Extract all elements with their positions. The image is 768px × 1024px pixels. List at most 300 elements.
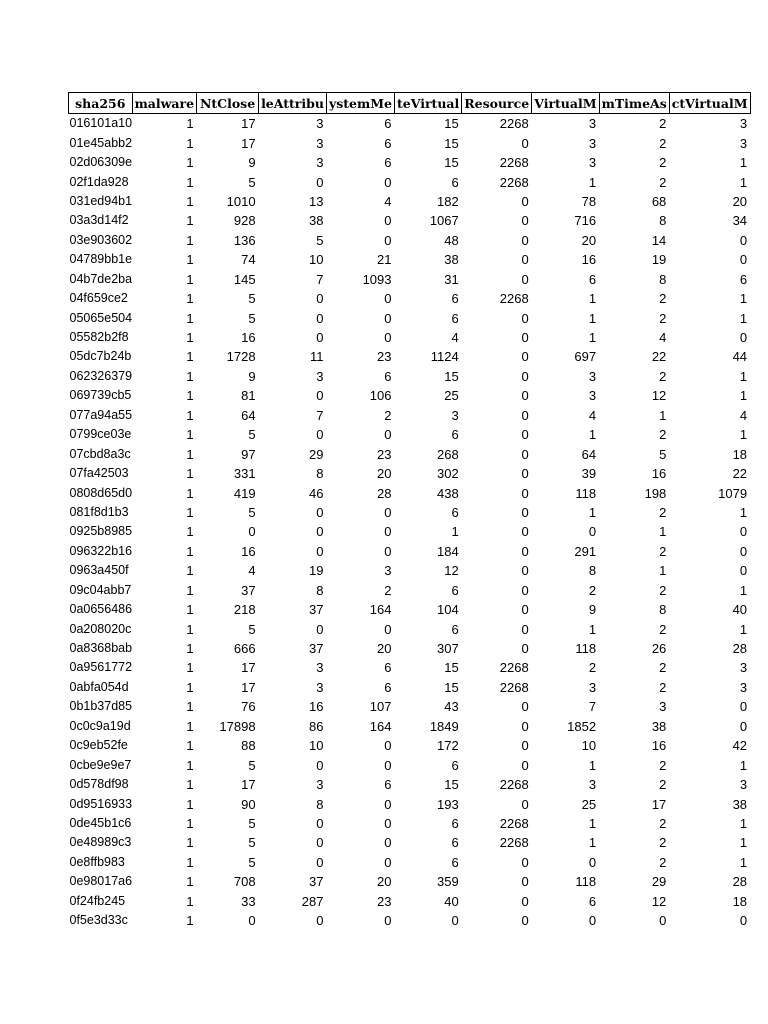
value-cell[interactable]: 1: [186, 485, 194, 501]
value-cell[interactable]: 0: [521, 427, 529, 443]
value-cell[interactable]: 1: [186, 854, 194, 870]
value-cell[interactable]: 16: [581, 252, 597, 268]
value-cell[interactable]: 0: [521, 193, 529, 209]
value-cell[interactable]: 17: [241, 777, 256, 793]
value-cell[interactable]: 1: [739, 427, 748, 443]
value-cell[interactable]: 0: [316, 504, 324, 520]
value-cell[interactable]: 20: [581, 232, 597, 248]
value-cell[interactable]: 0: [739, 252, 748, 268]
value-cell[interactable]: 0: [384, 330, 392, 346]
value-cell[interactable]: 19: [651, 252, 667, 268]
value-cell[interactable]: 3: [588, 135, 597, 151]
value-cell[interactable]: 3: [739, 116, 748, 132]
value-cell[interactable]: 64: [581, 446, 597, 462]
value-cell[interactable]: 0: [316, 174, 324, 190]
value-cell[interactable]: 6: [451, 427, 459, 443]
value-cell[interactable]: 1: [739, 504, 748, 520]
hash-cell[interactable]: 0925b8985: [69, 524, 133, 539]
value-cell[interactable]: 1849: [429, 718, 459, 734]
value-cell[interactable]: 2: [659, 427, 667, 443]
value-cell[interactable]: 182: [437, 193, 459, 209]
hash-cell[interactable]: 0f24fb245: [69, 893, 126, 908]
value-cell[interactable]: 3: [739, 660, 748, 676]
value-cell[interactable]: 9: [588, 602, 597, 618]
value-cell[interactable]: 1: [186, 155, 194, 171]
value-cell[interactable]: 2: [659, 660, 667, 676]
hash-cell[interactable]: 0c0c9a19d: [69, 718, 131, 733]
value-cell[interactable]: 1: [186, 796, 194, 812]
value-cell[interactable]: 2: [659, 621, 667, 637]
value-cell[interactable]: 118: [575, 485, 597, 501]
value-cell[interactable]: 4: [384, 193, 392, 209]
value-cell[interactable]: 37: [308, 874, 324, 890]
value-cell[interactable]: 1124: [430, 349, 459, 365]
value-cell[interactable]: 0: [521, 641, 529, 657]
value-cell[interactable]: 118: [575, 641, 597, 657]
value-cell[interactable]: 17898: [219, 718, 256, 734]
value-cell[interactable]: 438: [437, 485, 459, 501]
value-cell[interactable]: 3: [316, 777, 324, 793]
value-cell[interactable]: 38: [732, 796, 748, 812]
value-cell[interactable]: 7: [316, 271, 324, 287]
value-cell[interactable]: 1: [588, 835, 597, 851]
value-cell[interactable]: 1: [186, 679, 194, 695]
value-cell[interactable]: 3: [588, 388, 597, 404]
value-cell[interactable]: 6: [384, 135, 392, 151]
value-cell[interactable]: 6: [384, 368, 392, 384]
hash-cell[interactable]: 03e903602: [69, 232, 133, 247]
value-cell[interactable]: 1: [451, 524, 459, 540]
value-cell[interactable]: 22: [651, 349, 667, 365]
value-cell[interactable]: 3: [316, 155, 324, 171]
value-cell[interactable]: 2: [659, 582, 667, 598]
value-cell[interactable]: 302: [437, 466, 459, 482]
value-cell[interactable]: 0: [248, 524, 256, 540]
value-cell[interactable]: 3: [659, 699, 667, 715]
value-cell[interactable]: 118: [575, 874, 597, 890]
value-cell[interactable]: 8: [316, 796, 324, 812]
value-cell[interactable]: 193: [437, 796, 459, 812]
value-cell[interactable]: 37: [308, 641, 324, 657]
value-cell[interactable]: 31: [444, 271, 459, 287]
hash-cell[interactable]: 069739cb5: [69, 388, 132, 403]
value-cell[interactable]: 76: [241, 699, 256, 715]
value-cell[interactable]: 0: [316, 835, 324, 851]
value-cell[interactable]: 5: [248, 291, 256, 307]
value-cell[interactable]: 697: [574, 349, 597, 365]
value-cell[interactable]: 0: [451, 913, 459, 929]
value-cell[interactable]: 2268: [499, 116, 529, 132]
value-cell[interactable]: 2: [659, 368, 667, 384]
value-cell[interactable]: 0: [521, 485, 529, 501]
value-cell[interactable]: 20: [377, 874, 392, 890]
value-cell[interactable]: 307: [437, 641, 459, 657]
value-cell[interactable]: 5: [248, 815, 256, 831]
value-cell[interactable]: 28: [732, 874, 748, 890]
hash-cell[interactable]: 0e8ffb983: [69, 854, 125, 869]
value-cell[interactable]: 0: [384, 835, 392, 851]
value-cell[interactable]: 13: [308, 193, 324, 209]
value-cell[interactable]: 2: [659, 291, 667, 307]
value-cell[interactable]: 0: [521, 582, 529, 598]
value-cell[interactable]: 218: [233, 602, 256, 618]
hash-cell[interactable]: 04789bb1e: [69, 252, 133, 267]
value-cell[interactable]: 1: [739, 155, 748, 171]
value-cell[interactable]: 0: [384, 232, 392, 248]
hash-cell[interactable]: 0799ce03e: [69, 427, 132, 442]
value-cell[interactable]: 0: [316, 757, 324, 773]
value-cell[interactable]: 1: [588, 174, 597, 190]
value-cell[interactable]: 17: [241, 135, 256, 151]
hash-cell[interactable]: 05582b2f8: [69, 330, 129, 345]
value-cell[interactable]: 3: [316, 116, 324, 132]
value-cell[interactable]: 419: [233, 485, 256, 501]
value-cell[interactable]: 164: [369, 718, 392, 734]
hash-cell[interactable]: 01e45abb2: [69, 135, 133, 150]
hash-cell[interactable]: 0a8368bab: [69, 641, 133, 656]
value-cell[interactable]: 38: [308, 213, 324, 229]
value-cell[interactable]: 1: [186, 446, 194, 462]
value-cell[interactable]: 0: [739, 913, 748, 929]
value-cell[interactable]: 5: [248, 174, 256, 190]
value-cell[interactable]: 15: [444, 135, 459, 151]
value-cell[interactable]: 1: [186, 699, 194, 715]
value-cell[interactable]: 4: [451, 330, 459, 346]
value-cell[interactable]: 44: [732, 349, 748, 365]
header-resource[interactable]: Resource: [462, 93, 532, 114]
value-cell[interactable]: 0: [384, 757, 392, 773]
value-cell[interactable]: 1: [186, 193, 194, 209]
value-cell[interactable]: 9: [248, 368, 256, 384]
value-cell[interactable]: 6: [451, 310, 459, 326]
value-cell[interactable]: 86: [308, 718, 324, 734]
value-cell[interactable]: 1: [739, 854, 748, 870]
value-cell[interactable]: 2: [659, 777, 667, 793]
value-cell[interactable]: 0: [521, 738, 529, 754]
value-cell[interactable]: 1: [739, 388, 748, 404]
value-cell[interactable]: 2268: [499, 291, 529, 307]
value-cell[interactable]: 0: [316, 310, 324, 326]
value-cell[interactable]: 0: [739, 330, 748, 346]
value-cell[interactable]: 1: [659, 563, 667, 579]
value-cell[interactable]: 6: [384, 155, 392, 171]
value-cell[interactable]: 0: [384, 796, 392, 812]
value-cell[interactable]: 21: [377, 252, 392, 268]
value-cell[interactable]: 3: [316, 135, 324, 151]
value-cell[interactable]: 1: [739, 291, 748, 307]
value-cell[interactable]: 268: [437, 446, 459, 462]
header-protect-virtual-memory[interactable]: ctVirtualM: [669, 93, 750, 114]
hash-cell[interactable]: 0d578df98: [69, 777, 129, 792]
value-cell[interactable]: 6: [384, 660, 392, 676]
hash-cell[interactable]: 096322b16: [69, 543, 133, 558]
value-cell[interactable]: 1: [186, 738, 194, 754]
value-cell[interactable]: 6: [451, 582, 459, 598]
value-cell[interactable]: 16: [241, 330, 256, 346]
value-cell[interactable]: 3: [316, 368, 324, 384]
value-cell[interactable]: 19: [308, 563, 324, 579]
hash-cell[interactable]: 0de45b1c6: [69, 815, 132, 830]
value-cell[interactable]: 1: [186, 835, 194, 851]
value-cell[interactable]: 0: [521, 252, 529, 268]
value-cell[interactable]: 0: [316, 543, 324, 559]
value-cell[interactable]: 15: [444, 777, 459, 793]
value-cell[interactable]: 3: [384, 563, 392, 579]
value-cell[interactable]: 8: [659, 213, 667, 229]
value-cell[interactable]: 40: [444, 893, 459, 909]
header-malware[interactable]: malware: [132, 93, 196, 114]
hash-cell[interactable]: 0a9561772: [69, 660, 133, 675]
value-cell[interactable]: 5: [248, 854, 256, 870]
value-cell[interactable]: 1093: [362, 271, 392, 287]
value-cell[interactable]: 359: [437, 874, 459, 890]
value-cell[interactable]: 1: [186, 330, 194, 346]
value-cell[interactable]: 16: [241, 543, 256, 559]
value-cell[interactable]: 2: [659, 835, 667, 851]
value-cell[interactable]: 14: [651, 232, 667, 248]
value-cell[interactable]: 1: [186, 116, 194, 132]
value-cell[interactable]: 17: [651, 796, 667, 812]
hash-cell[interactable]: 03a3d14f2: [69, 213, 129, 228]
value-cell[interactable]: 5: [659, 446, 667, 462]
value-cell[interactable]: 28: [732, 641, 748, 657]
hash-cell[interactable]: 0abfa054d: [69, 679, 129, 694]
hash-cell[interactable]: 0c9eb52fe: [69, 738, 128, 753]
value-cell[interactable]: 0: [384, 621, 392, 637]
value-cell[interactable]: 12: [651, 893, 667, 909]
value-cell[interactable]: 33: [241, 893, 256, 909]
value-cell[interactable]: 42: [732, 738, 748, 754]
hash-cell[interactable]: 0a0656486: [69, 602, 133, 617]
value-cell[interactable]: 16: [651, 738, 667, 754]
header-file-attributes[interactable]: leAttribu: [259, 93, 327, 114]
value-cell[interactable]: 2: [384, 407, 392, 423]
value-cell[interactable]: 68: [651, 193, 667, 209]
hash-cell[interactable]: 05065e504: [69, 310, 133, 325]
value-cell[interactable]: 2: [659, 815, 667, 831]
value-cell[interactable]: 6: [739, 271, 748, 287]
value-cell[interactable]: 1010: [226, 193, 256, 209]
value-cell[interactable]: 1: [186, 427, 194, 443]
value-cell[interactable]: 0: [521, 310, 529, 326]
value-cell[interactable]: 2268: [499, 660, 529, 676]
value-cell[interactable]: 1: [659, 524, 667, 540]
value-cell[interactable]: 81: [241, 388, 256, 404]
value-cell[interactable]: 0: [521, 330, 529, 346]
value-cell[interactable]: 2: [659, 174, 667, 190]
value-cell[interactable]: 25: [581, 796, 597, 812]
value-cell[interactable]: 5: [248, 427, 256, 443]
value-cell[interactable]: 106: [369, 388, 392, 404]
value-cell[interactable]: 6: [451, 835, 459, 851]
value-cell[interactable]: 0: [521, 271, 529, 287]
value-cell[interactable]: 1: [186, 777, 194, 793]
value-cell[interactable]: 26: [651, 641, 667, 657]
value-cell[interactable]: 2268: [499, 155, 529, 171]
hash-cell[interactable]: 0d9516933: [69, 796, 133, 811]
value-cell[interactable]: 6: [384, 116, 392, 132]
value-cell[interactable]: 1: [588, 621, 597, 637]
value-cell[interactable]: 1: [186, 641, 194, 657]
value-cell[interactable]: 7: [316, 407, 324, 423]
value-cell[interactable]: 1: [186, 893, 194, 909]
value-cell[interactable]: 0: [521, 446, 529, 462]
value-cell[interactable]: 7: [588, 699, 597, 715]
value-cell[interactable]: 0: [316, 854, 324, 870]
value-cell[interactable]: 48: [444, 232, 459, 248]
value-cell[interactable]: 0: [384, 213, 392, 229]
value-cell[interactable]: 1: [588, 815, 597, 831]
value-cell[interactable]: 0: [739, 524, 748, 540]
value-cell[interactable]: 3: [739, 679, 748, 695]
hash-cell[interactable]: 0808d65d0: [69, 485, 133, 500]
value-cell[interactable]: 23: [377, 349, 392, 365]
value-cell[interactable]: 1: [588, 310, 597, 326]
value-cell[interactable]: 18: [732, 893, 748, 909]
header-sha256[interactable]: sha256: [69, 93, 133, 114]
value-cell[interactable]: 17: [241, 660, 256, 676]
value-cell[interactable]: 928: [233, 213, 256, 229]
value-cell[interactable]: 2: [588, 660, 597, 676]
value-cell[interactable]: 6: [384, 777, 392, 793]
value-cell[interactable]: 0: [521, 913, 529, 929]
value-cell[interactable]: 9: [248, 155, 256, 171]
hash-cell[interactable]: 0e48989c3: [69, 835, 132, 850]
value-cell[interactable]: 29: [651, 874, 667, 890]
value-cell[interactable]: 0: [316, 427, 324, 443]
value-cell[interactable]: 198: [644, 485, 667, 501]
value-cell[interactable]: 0: [316, 621, 324, 637]
value-cell[interactable]: 8: [316, 466, 324, 482]
value-cell[interactable]: 40: [732, 602, 748, 618]
value-cell[interactable]: 2268: [499, 174, 529, 190]
value-cell[interactable]: 0: [384, 291, 392, 307]
value-cell[interactable]: 0: [521, 524, 529, 540]
value-cell[interactable]: 0: [521, 543, 529, 559]
hash-cell[interactable]: 077a94a55: [69, 407, 133, 422]
value-cell[interactable]: 0: [521, 135, 529, 151]
value-cell[interactable]: 2268: [499, 777, 529, 793]
hash-cell[interactable]: 07cbd8a3c: [69, 446, 131, 461]
value-cell[interactable]: 1: [186, 524, 194, 540]
value-cell[interactable]: 0: [521, 718, 529, 734]
hash-cell[interactable]: 02d06309e: [69, 155, 133, 170]
value-cell[interactable]: 1: [186, 602, 194, 618]
hash-cell[interactable]: 031ed94b1: [69, 193, 133, 208]
value-cell[interactable]: 5: [248, 835, 256, 851]
value-cell[interactable]: 1: [186, 582, 194, 598]
value-cell[interactable]: 5: [248, 621, 256, 637]
value-cell[interactable]: 3: [739, 777, 748, 793]
value-cell[interactable]: 1: [739, 757, 748, 773]
value-cell[interactable]: 145: [233, 271, 256, 287]
value-cell[interactable]: 38: [651, 718, 667, 734]
value-cell[interactable]: 1079: [718, 485, 748, 501]
value-cell[interactable]: 5: [248, 504, 256, 520]
value-cell[interactable]: 0: [521, 563, 529, 579]
value-cell[interactable]: 0: [316, 524, 324, 540]
value-cell[interactable]: 0: [521, 796, 529, 812]
value-cell[interactable]: 1: [186, 213, 194, 229]
value-cell[interactable]: 97: [241, 446, 256, 462]
value-cell[interactable]: 0: [316, 913, 324, 929]
header-ntclose[interactable]: NtClose: [197, 93, 259, 114]
value-cell[interactable]: 1: [739, 368, 748, 384]
value-cell[interactable]: 15: [444, 116, 459, 132]
value-cell[interactable]: 1: [659, 407, 667, 423]
value-cell[interactable]: 8: [316, 582, 324, 598]
value-cell[interactable]: 1852: [567, 718, 597, 734]
value-cell[interactable]: 0: [521, 504, 529, 520]
value-cell[interactable]: 39: [581, 466, 597, 482]
value-cell[interactable]: 3: [588, 679, 597, 695]
value-cell[interactable]: 0: [588, 524, 597, 540]
value-cell[interactable]: 1: [588, 757, 597, 773]
value-cell[interactable]: 0: [384, 815, 392, 831]
value-cell[interactable]: 1: [186, 757, 194, 773]
value-cell[interactable]: 1: [739, 310, 748, 326]
value-cell[interactable]: 0: [521, 757, 529, 773]
value-cell[interactable]: 0: [739, 718, 748, 734]
value-cell[interactable]: 3: [316, 660, 324, 676]
value-cell[interactable]: 708: [233, 874, 256, 890]
value-cell[interactable]: 8: [588, 563, 597, 579]
value-cell[interactable]: 8: [659, 271, 667, 287]
value-cell[interactable]: 0: [521, 368, 529, 384]
value-cell[interactable]: 1: [588, 504, 597, 520]
value-cell[interactable]: 0: [384, 504, 392, 520]
value-cell[interactable]: 2: [659, 310, 667, 326]
hash-cell[interactable]: 0f5e3d33c: [69, 913, 128, 928]
value-cell[interactable]: 172: [437, 738, 459, 754]
hash-cell[interactable]: 062326379: [69, 368, 133, 383]
value-cell[interactable]: 1: [186, 660, 194, 676]
header-virtual-memory[interactable]: VirtualM: [532, 93, 599, 114]
value-cell[interactable]: 20: [732, 193, 748, 209]
value-cell[interactable]: 15: [444, 660, 459, 676]
value-cell[interactable]: 78: [581, 193, 597, 209]
value-cell[interactable]: 0: [316, 291, 324, 307]
hash-cell[interactable]: 05dc7b24b: [69, 349, 132, 364]
value-cell[interactable]: 6: [451, 815, 459, 831]
value-cell[interactable]: 20: [377, 466, 392, 482]
value-cell[interactable]: 0: [521, 388, 529, 404]
value-cell[interactable]: 37: [241, 582, 256, 598]
value-cell[interactable]: 10: [581, 738, 597, 754]
value-cell[interactable]: 3: [588, 155, 597, 171]
hash-cell[interactable]: 0b1b37d85: [69, 699, 133, 714]
value-cell[interactable]: 46: [308, 485, 324, 501]
value-cell[interactable]: 1: [739, 815, 748, 831]
value-cell[interactable]: 8: [659, 602, 667, 618]
value-cell[interactable]: 5: [248, 757, 256, 773]
value-cell[interactable]: 1: [588, 291, 597, 307]
value-cell[interactable]: 20: [377, 641, 392, 657]
value-cell[interactable]: 0: [521, 699, 529, 715]
value-cell[interactable]: 1: [739, 174, 748, 190]
value-cell[interactable]: 1: [186, 718, 194, 734]
value-cell[interactable]: 0: [521, 621, 529, 637]
value-cell[interactable]: 0: [248, 913, 256, 929]
value-cell[interactable]: 43: [444, 699, 459, 715]
value-cell[interactable]: 0: [384, 913, 392, 929]
value-cell[interactable]: 1: [186, 135, 194, 151]
value-cell[interactable]: 6: [451, 757, 459, 773]
value-cell[interactable]: 2268: [499, 835, 529, 851]
value-cell[interactable]: 716: [574, 213, 597, 229]
value-cell[interactable]: 90: [241, 796, 256, 812]
hash-cell[interactable]: 081f8d1b3: [69, 504, 129, 519]
